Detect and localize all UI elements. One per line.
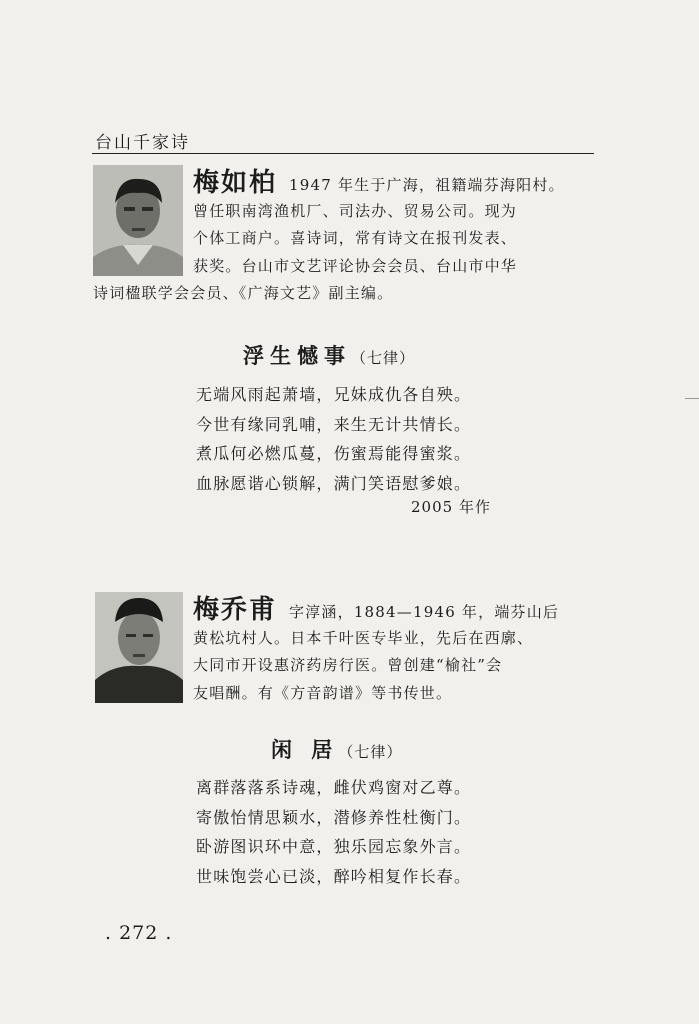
- poet-name: 梅乔甫: [193, 595, 278, 625]
- poem-form: （七律）: [351, 349, 416, 367]
- poem-body-1: [196, 380, 471, 498]
- bio-line: 梅如柏 1947 年生于广海，祖籍端芬海阳村。: [193, 168, 565, 198]
- poem-line: 寄傲怡情思颖水，潜修养性杜衡门。: [196, 807, 472, 827]
- bio-line: 大同市开设惠济药房行医。曾创建“榆社”会: [193, 656, 503, 674]
- bio-line: 获奖。台山市文艺评论协会会员、台山市中华: [193, 256, 518, 275]
- poem-line: 世味饱尝心已淡，醉吟相复作长春。: [196, 866, 472, 886]
- poem-title-2: 闲 居（七律）: [271, 737, 403, 762]
- scan-edge-mark: [685, 398, 699, 399]
- poem-body-2: [196, 773, 471, 891]
- poem-line: 煮瓜何必燃瓜蔓，伤蜜焉能得蜜浆。: [196, 444, 472, 463]
- poet-name: 梅如柏: [193, 168, 278, 198]
- poem-line: 卧游图识环中意，独乐园忘象外言。: [196, 837, 472, 856]
- bio-line: 个体工商户。喜诗词，常有诗文在报刊发表、: [193, 229, 518, 247]
- bio-block-2: [95, 597, 559, 707]
- page-number: . 272 .: [105, 922, 173, 944]
- poem-date: 2005 年作: [411, 498, 491, 516]
- poem-title-1: 浮生憾事（七律）: [243, 343, 416, 368]
- poem-line: 离群落落系诗魂，雌伏鸡窗对乙尊。: [196, 778, 472, 797]
- bio-line: 曾任职南湾渔机厂、司法办、贸易公司。现为: [193, 201, 518, 220]
- bio-block-1: [93, 170, 565, 308]
- running-header-title: 台山千家诗: [95, 133, 190, 153]
- bio-line: 梅乔甫 字淳涵，1884—1946 年，端芬山后: [193, 595, 560, 625]
- header-rule: [92, 153, 594, 154]
- bio-line: 黄松坑村人。日本千叶医专毕业，先后在西廓、: [193, 628, 534, 647]
- bio-line: 诗词楹联学会会员、《广海文艺》副主编。: [93, 284, 394, 302]
- poem-line: 无端风雨起萧墙，兄妹成仇各自殃。: [196, 385, 472, 404]
- poem-line: 血脉愿谐心锁解，满门笑语慰爹娘。: [196, 473, 472, 493]
- bio-line: 友唱酬。有《方音韵谱》等书传世。: [193, 683, 453, 702]
- poem-form: （七律）: [338, 743, 403, 761]
- poem-line: 今世有缘同乳哺，来生无计共情长。: [196, 414, 472, 434]
